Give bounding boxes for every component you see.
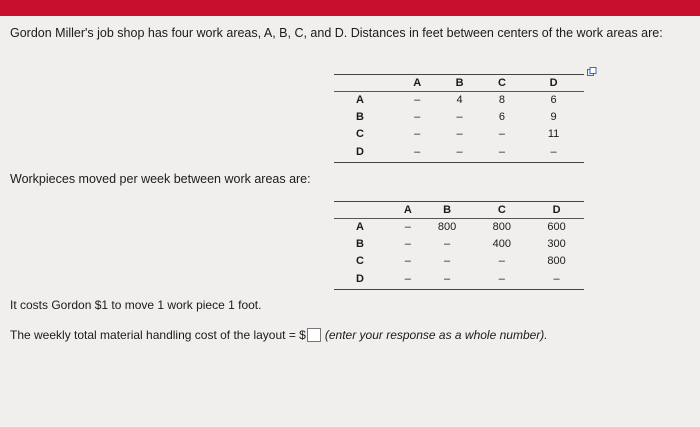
answer-row	[10, 328, 548, 342]
table-row	[334, 109, 584, 126]
table-cell: –	[498, 146, 505, 159]
table-cell: –	[444, 255, 451, 267]
table-row	[334, 270, 584, 290]
row-header: B	[356, 111, 364, 123]
table-cell: 4	[456, 94, 463, 107]
table-cell: 800	[547, 255, 566, 267]
row-header: B	[356, 238, 364, 250]
header-bar	[0, 0, 700, 16]
table-cell: –	[553, 273, 560, 286]
table-corner	[334, 75, 396, 92]
row-header: D	[356, 146, 364, 159]
column-header: A	[396, 75, 438, 92]
column-header: D	[529, 202, 584, 219]
table-cell: 400	[492, 238, 512, 250]
row-header: D	[356, 273, 364, 286]
table-cell: 11	[547, 128, 560, 140]
column-header: C	[474, 202, 529, 219]
flow-table	[334, 201, 584, 290]
table-cell: –	[498, 255, 505, 267]
table-cell: –	[498, 128, 505, 140]
cost-answer-input[interactable]	[307, 328, 321, 342]
table-cell: –	[404, 221, 411, 234]
column-header: D	[523, 75, 584, 92]
table-cell: –	[456, 146, 463, 159]
table-row	[334, 126, 584, 143]
table-cell: 800	[437, 221, 457, 234]
table-row	[334, 253, 584, 270]
table-row	[334, 143, 584, 163]
column-header: A	[396, 202, 420, 219]
table-row	[334, 236, 584, 253]
table-cell: –	[414, 146, 421, 159]
table-corner	[334, 202, 396, 219]
distance-table	[334, 74, 584, 163]
table-cell: –	[404, 273, 411, 286]
table-row	[334, 92, 584, 109]
table-cell: 6	[550, 94, 557, 107]
table-cell: –	[414, 128, 421, 140]
table-cell: 600	[547, 221, 566, 234]
table-cell: –	[414, 111, 421, 123]
row-header: A	[356, 221, 364, 234]
table-cell: 300	[547, 238, 566, 250]
column-header: C	[481, 75, 523, 92]
table-row	[334, 219, 584, 236]
table-cell: –	[550, 146, 557, 159]
table-cell: –	[404, 255, 411, 267]
row-header: C	[356, 255, 364, 267]
table-cell: –	[404, 238, 411, 250]
table-cell: 8	[498, 94, 505, 107]
intro-text: Gordon Miller's job shop has four work areas, A, B, C, and D. Distances in feet between centers of the work areas are:	[10, 26, 663, 40]
copy-to-clipboard-icon[interactable]	[587, 64, 597, 74]
row-header: A	[356, 94, 364, 107]
workpieces-label: Workpieces moved per week between work areas are:	[10, 172, 311, 186]
table-cell: 800	[492, 221, 512, 234]
column-header: B	[438, 75, 480, 92]
answer-hint: (enter your response as a whole number).	[324, 328, 548, 342]
table-cell: 9	[550, 111, 557, 123]
table-cell: –	[456, 128, 463, 140]
cost-statement: It costs Gordon $1 to move 1 work piece 1 foot.	[10, 298, 262, 312]
table-cell: –	[444, 238, 451, 250]
table-cell: –	[498, 273, 505, 286]
column-header: B	[420, 202, 475, 219]
table-cell: –	[456, 111, 463, 123]
question-prefix: The weekly total material handling cost of the layout = $	[10, 328, 306, 342]
table-cell: 6	[498, 111, 505, 123]
table-cell: –	[444, 273, 451, 286]
row-header: C	[356, 128, 364, 140]
table-cell: –	[414, 94, 421, 107]
